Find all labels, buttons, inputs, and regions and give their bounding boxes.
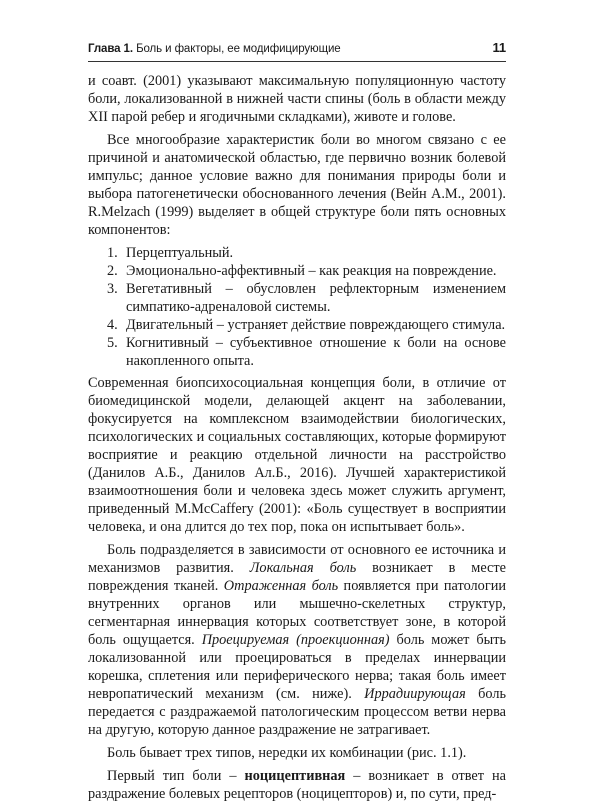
text-run: – возникает в ответ на раздражение болевых рецепторов (ноцицепторов) и, по сути, пред- <box>88 768 507 802</box>
running-header <box>88 40 506 55</box>
text-run: боль передается с раздражаемой патологическим процессом ветви нерва на другую, которую данное раздражение не затрагивает. <box>88 686 506 738</box>
list-number: 5. <box>107 335 118 351</box>
list-text: Двигательный – устраняет действие повреждающего стимула. <box>126 317 506 333</box>
paragraph-6 <box>88 767 506 803</box>
list-number: 2. <box>107 263 118 279</box>
term-nociceptive: ноцицептивная <box>244 768 346 784</box>
text-run: Первый тип боли – <box>107 768 245 784</box>
list-text: Вегетативный – обусловлен рефлекторным изменением симпатико-адреналовой системы. <box>126 281 506 315</box>
text-run: появляется при патологии внутренних органов или мышечно-скелетных структур, сегментарная иннервация которых соответствует зоне, в которой боль ощущается. <box>88 578 506 648</box>
paragraph-5: Боль бывает трех типов, нередки их комбинации (рис. 1.1). <box>107 745 467 761</box>
list-item <box>88 316 506 334</box>
paragraph-3: Современная биопсихосоциальная концепция боли, в отличие от биомедицинской модели, делающей акцент на заболевании, фокусируется на комплексном взаимодействии биологических, психологических и социальных составляющих, которые формируют восприятие и реакцию отдельной личности на расстройство (Данилов А.Б., Данилов Ал.Б., 2016). Лучшей характеристикой взаимоотношения боли и человека здесь может служить аргумент, приведенный M.McCaffery (2001): «Боль существует в восприятии человека, и она длится до тех пор, пока он испытывает боль». <box>88 375 506 535</box>
text-run: возникает в месте повреждения тканей. <box>88 560 506 594</box>
term-radiating-pain: Иррадиирующая <box>364 686 466 702</box>
term-local-pain: Локальная боль <box>249 560 357 576</box>
chapter-label: Глава 1. <box>88 43 133 55</box>
paragraph-1: и соавт. (2001) указывают максимальную популяционную частоту боли, локализованной в нижней части спины (боль в области между XII парой ребер и ягодичными складками), животе и голове. <box>88 73 506 125</box>
list-item <box>88 244 506 262</box>
component-list <box>88 244 506 370</box>
paragraph-4 <box>88 541 506 739</box>
list-number: 3. <box>107 281 118 297</box>
list-text: Эмоционально-аффективный – как реакция на повреждение. <box>126 263 497 279</box>
chapter-name: Боль и факторы, ее модифицирующие <box>136 43 341 55</box>
text-run: боль может быть локализованной или проецироваться в пределах иннервации корешка, сплетения или периферического нерва; такая боль имеет невропатический механизм (см. ниже). <box>88 632 506 702</box>
list-number: 4. <box>107 317 118 333</box>
paragraph-2: Все многообразие характеристик боли во многом связано с ее причиной и анатомической областью, где первично возник болевой импульс; данное условие важно для понимания природы боли и выбора патогенетически обоснованного лечения (Вейн А.М., 2001). R.Melzach (1999) выделяет в общей структуре боли пять основных компонентов: <box>88 132 506 238</box>
list-number: 1. <box>107 245 118 261</box>
list-item <box>88 280 506 316</box>
list-text: Перцептуальный. <box>126 245 234 261</box>
header-rule <box>88 61 506 62</box>
term-projected-pain: Проецируемая (проекционная) <box>201 632 390 648</box>
list-item <box>88 262 506 280</box>
page-number: 11 <box>492 40 506 55</box>
list-item <box>88 334 506 370</box>
page-body <box>88 72 506 808</box>
text-run: Боль подразделяется в зависимости от основного ее источника и механизмов развития. <box>88 542 506 576</box>
chapter-title <box>88 43 341 55</box>
list-text: Когнитивный – субъективное отношение к боли на основе накопленного опыта. <box>126 335 506 369</box>
term-referred-pain: Отраженная боль <box>223 578 339 594</box>
